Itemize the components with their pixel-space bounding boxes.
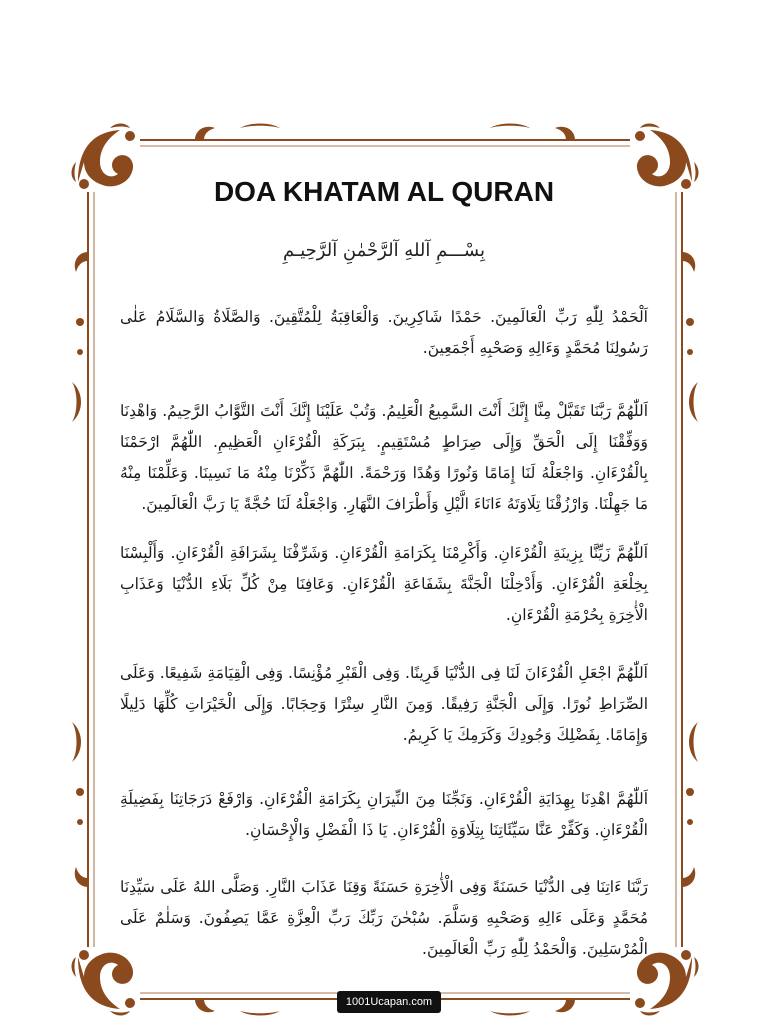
paragraph-companion: اَللّٰهُمَّ اجْعَلِ الْقُرْءَانَ لَنَا فِى الدُّنْيَا قَرِينًا. وَفِى الْقَبْرِ مُؤْنِسًا. وَفِى الْقِيَامَةِ شَفِيعًا. وَعَلَى الصِّرَاطِ نُورًا. وَإِلَى الْجَنَّةِ رَفِيقًا. وَمِنَ النَّارِ سِتْرًا وَحِجَابًا. وَإِلَى الْخَيْرَاتِ كُلِّهَا دَلِيلًا وَإِمَامًا. بِفَضْلِكَ وَجُودِكَ وَكَرَمِكَ يَا كَرِيمُ.: [120, 664, 648, 744]
page-title: DOA KHATAM AL QURAN: [213, 176, 555, 207]
paragraph-closing: رَبَّنَا ءَاتِنَا فِى الدُّنْيَا حَسَنَةً وَفِى الْأٰخِرَةِ حَسَنَةً وَقِنَا عَذَابَ النَّارِ. وَصَلَّى اللهُ عَلَى سَيِّدِنَا مُحَمَّدٍ وَعَلَى ءَالِهِ وَصَحْبِهِ وَسَلَّمَ. سُبْحٰنَ رَبِّكَ رَبِّ الْعِزَّةِ عَمَّا يَصِفُونَ. وَسَلٰمٌ عَلَى الْمُرْسَلِينَ. وَالْحَمْدُ لِلّٰهِ رَبِّ الْعَالَمِينَ.: [120, 878, 648, 958]
bismillah-line: بِسْـــمِ آللهِ آلرَّحْمٰنِ آلرَّحِيـمِ: [282, 240, 485, 261]
paragraph-guidance: اَللّٰهُمَّ اهْدِنَا بِهِدَايَةِ الْقُرْءَانِ. وَنَجِّنَا مِنَ النِّيرَانِ بِكَرَامَةِ الْقُرْءَانِ. وَارْفَعْ دَرَجَاتِنَا بِفَضِيلَةِ الْقُرْءَانِ. وَكَفِّرْ عَنَّا سَيِّئَاتِنَا بِتِلَاوَةِ الْقُرْءَانِ. يَا ذَا الْفَضْلِ وَالْإِحْسَانِ.: [120, 790, 648, 839]
paragraph-prayer-acceptance: اَللّٰهُمَّ رَبَّنَا تَقَبَّلْ مِنَّا إِنَّكَ أَنْتَ السَّمِيعُ الْعَلِيمُ. وَتُبْ عَلَيْنَا إِنَّكَ أَنْتَ التَّوَّابُ الرَّحِيمُ. وَاهْدِنَا وَوَفِّقْنَا إِلَى الْحَقِّ وَإِلَى صِرَاطٍ مُسْتَقِيمٍ. بِبَرَكَةِ الْقُرْءَانِ الْعَظِيمِ. اللّٰهُمَّ ارْحَمْنَا بِالْقُرْءَانِ. وَاجْعَلْهُ لَنَا إِمَامًا وَنُورًا وَهُدًا وَرَحْمَةً. اللّٰهُمَّ ذَكِّرْنَا مِنْهُ مَا نَسِينَا. وَعَلِّمْنَا مِنْهُ مَا جَهِلْنَا. وَارْزُقْنَا تِلَاوَتَهُ ءَانَاءَ الَّيْلِ وَأَطْرَافَ النَّهَارِ. وَاجْعَلْهُ لَنَا حُجَّةً يَا رَبَّ الْعَالَمِينَ.: [120, 402, 648, 513]
footer-site-label: 1001Ucapan.com: [337, 991, 441, 1013]
paragraph-opening-praise: اَلْحَمْدُ لِلّٰهِ رَبِّ الْعَالَمِينَ. حَمْدًا شَاكِرِينَ. وَالْعَاقِبَةُ لِلْمُتَّقِينَ. وَالصَّلَاةُ وَالسَّلَامُ عَلٰى رَسُولِنَا مُحَمَّدٍ وَءَالِهِ وَصَحْبِهِ أَجْمَعِينَ.: [120, 308, 648, 357]
paragraph-adornment: اَللّٰهُمَّ زَيِّنَّا بِزِينَةِ الْقُرْءَانِ. وَأَكْرِمْنَا بِكَرَامَةِ الْقُرْءَانِ. وَشَرِّفْنَا بِشَرَافَةِ الْقُرْءَانِ. وَأَلْبِسْنَا بِخِلْعَةِ الْقُرْءَانِ. وَأَدْخِلْنَا الْجَنَّةَ بِشَفَاعَةِ الْقُرْءَانِ. وَعَافِنَا مِنْ كُلِّ بَلَاءِ الدُّنْيَا وَعَذَابِ الْأٰخِرَةِ بِحُرْمَةِ الْقُرْءَانِ.: [120, 544, 648, 624]
